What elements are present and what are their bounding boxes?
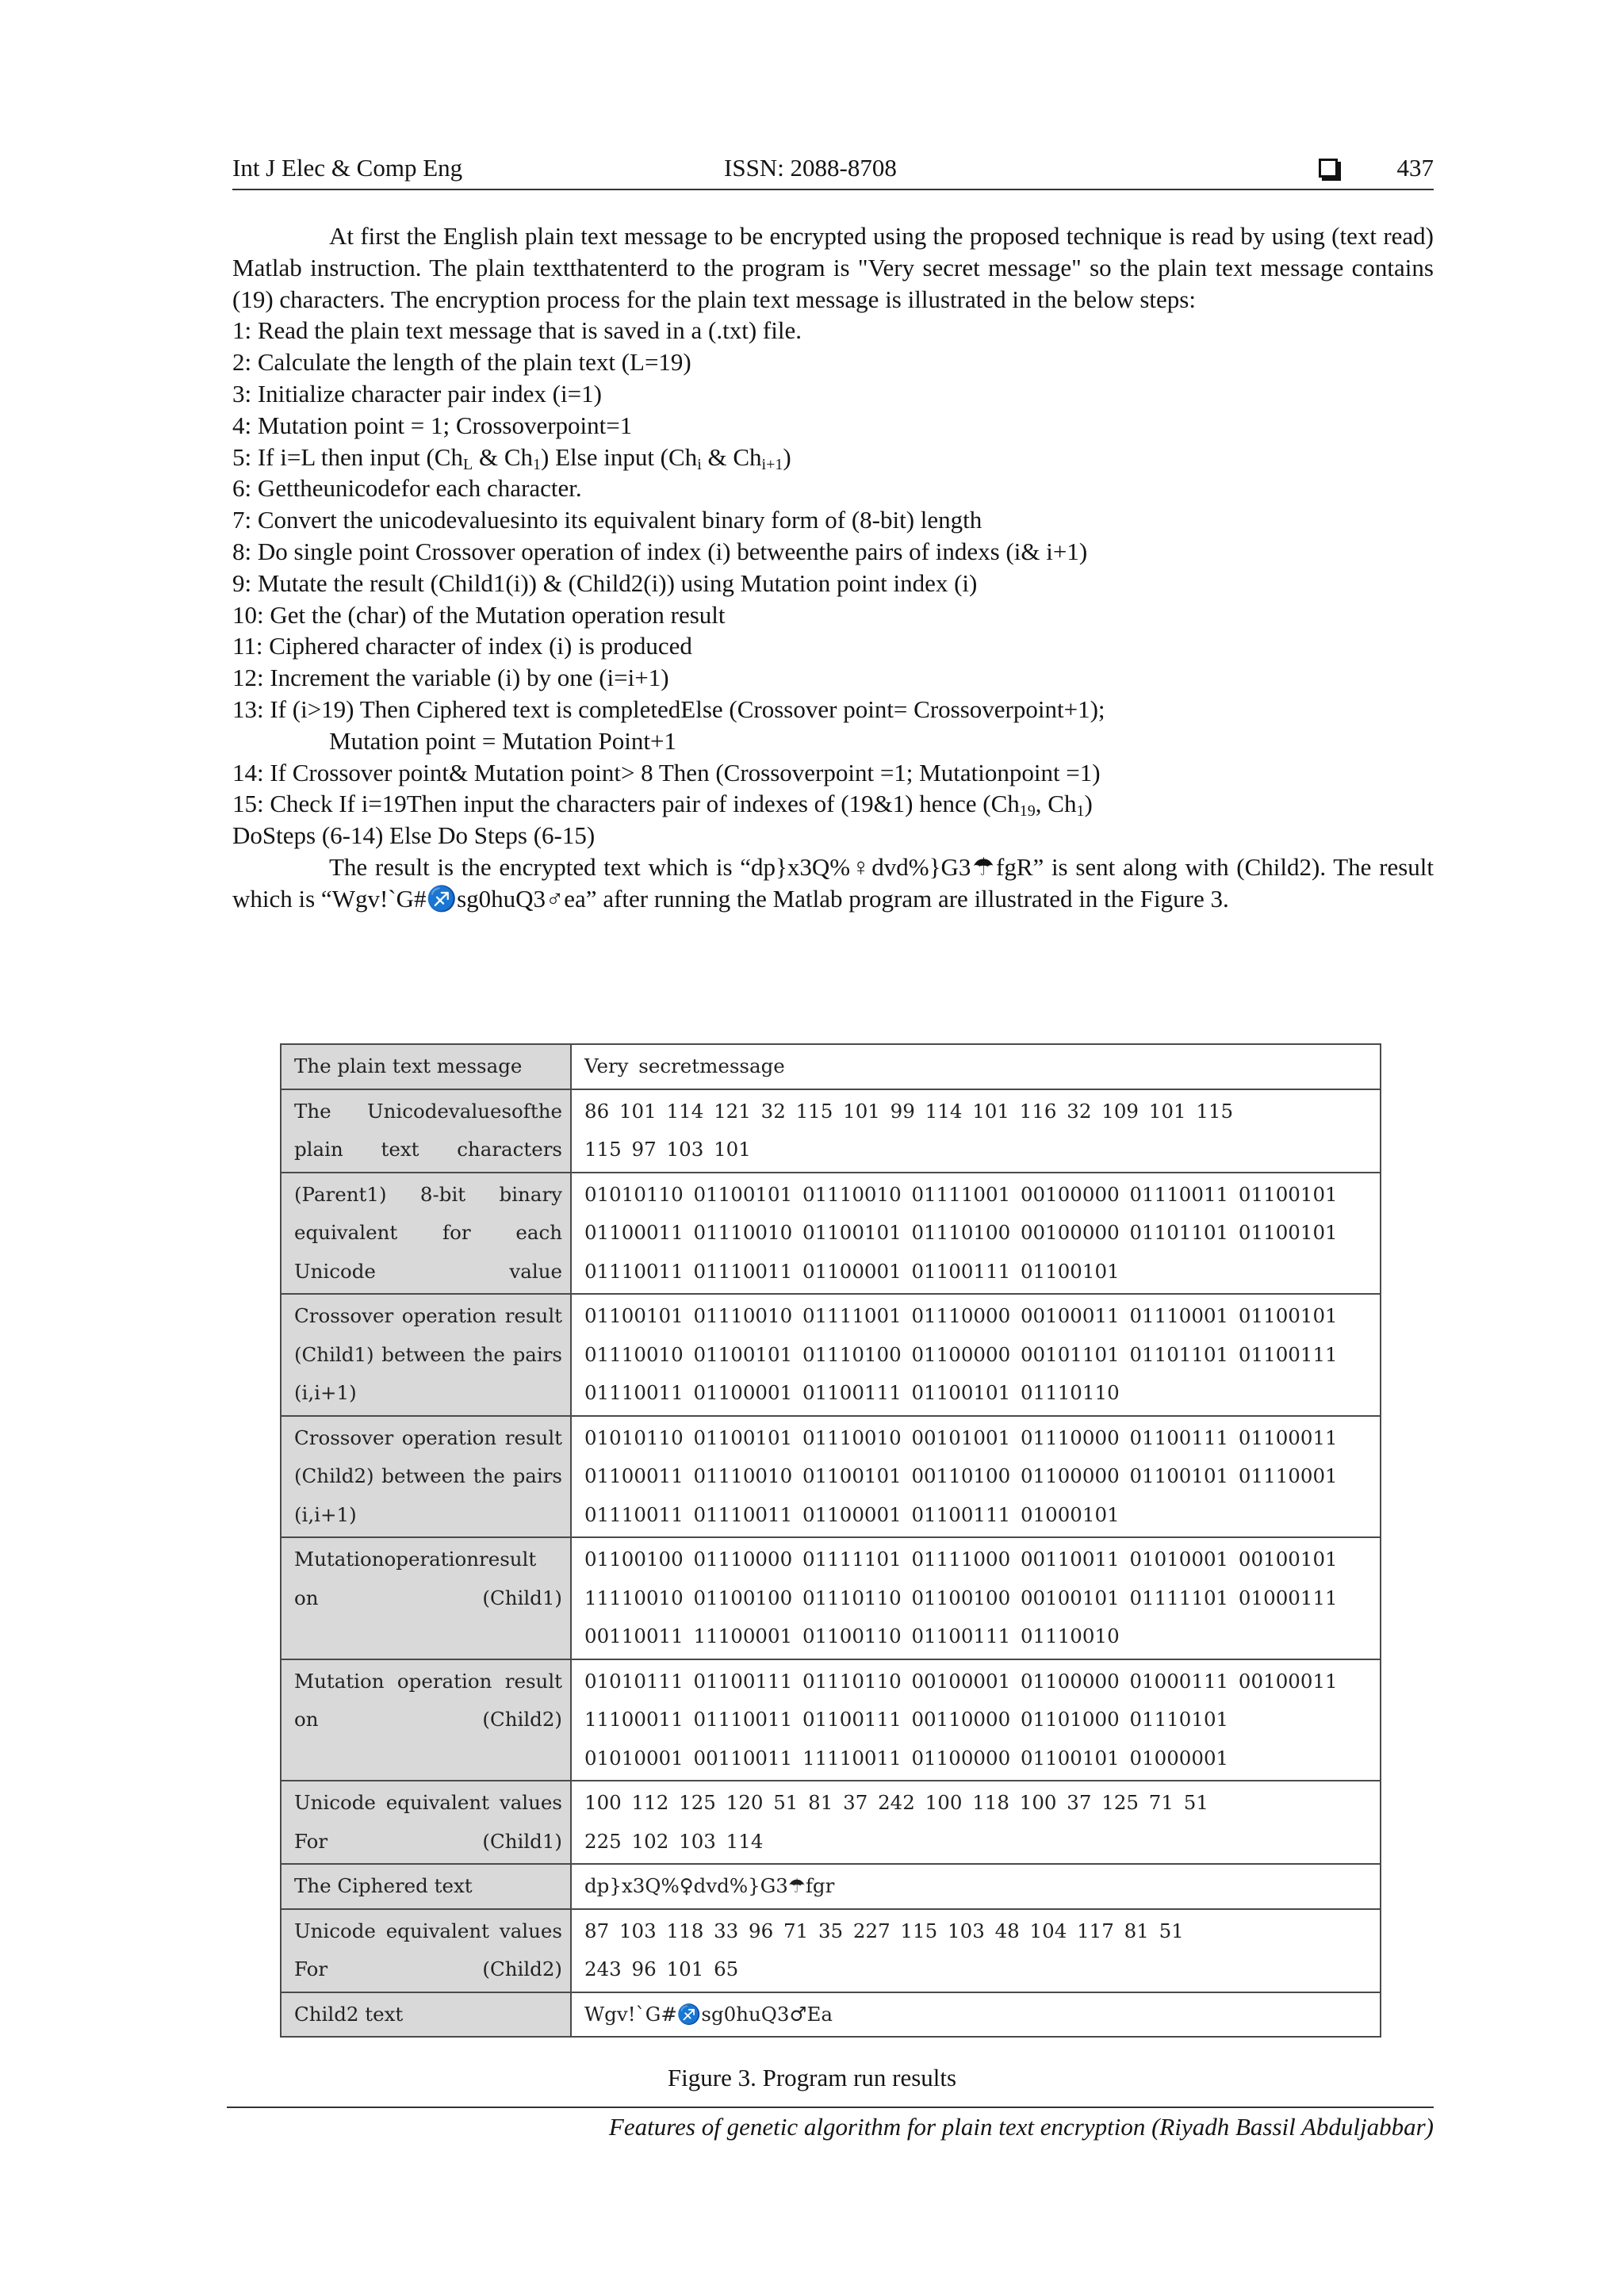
row-value <box>571 1864 1381 1909</box>
row-value <box>571 1294 1381 1416</box>
journal-name: Int J Elec & Comp Eng <box>232 154 463 182</box>
value-line: 01010110 01100101 01110010 00101001 01110000 01100111 01100011 <box>584 1425 1338 1449</box>
row-value <box>571 1781 1381 1864</box>
step-11: 11: Ciphered character of index (i) is produced <box>232 632 692 660</box>
table-row <box>281 1089 1381 1173</box>
row-label: The Unicodevaluesofthe plain text characters <box>281 1089 571 1173</box>
intro-paragraph: At first the English plain text message to be encrypted using the proposed technique is read by using (text read) Matlab instruction. The plain textthatenterd to the program is "Very secret message" so the plain text message contains (19) characters. The encryption process for the plain text message is illustrated in the below steps: <box>232 222 1434 313</box>
row-label: Child2 text <box>281 1992 571 2038</box>
table-row <box>281 1992 1381 2038</box>
footer-rule <box>227 2107 1434 2108</box>
value-line: 86 101 114 121 32 115 101 99 114 101 116 32 109 101 115 <box>584 1099 1234 1123</box>
table-row <box>281 1781 1381 1864</box>
value-line: 01100011 01110010 01100101 00110100 01100000 01100101 01110001 <box>584 1464 1338 1487</box>
value-line: 01100011 01110010 01100101 01110100 00100000 01101101 01100101 <box>584 1221 1338 1244</box>
page-number: 437 <box>1396 154 1434 182</box>
table-row <box>281 1044 1381 1089</box>
row-value <box>571 1909 1381 1992</box>
row-label: Mutation operation result on (Child2) <box>281 1659 571 1781</box>
step-2: 2: Calculate the length of the plain text (L=19) <box>232 348 691 377</box>
row-value <box>571 1992 1381 2038</box>
table-row <box>281 1659 1381 1781</box>
table-row <box>281 1909 1381 1992</box>
value-line: 01110011 01110011 01100001 01100111 01100101 <box>584 1259 1120 1283</box>
value-line: 01110011 01110011 01100001 01100111 01000101 <box>584 1502 1120 1526</box>
row-label: The Ciphered text <box>281 1864 571 1909</box>
value-line: 225 102 103 114 <box>584 1829 764 1853</box>
figure-3-table <box>280 1043 1381 2030</box>
value-line: 01110011 01100001 01100111 01100101 01110110 <box>584 1381 1120 1404</box>
step-3: 3: Initialize character pair index (i=1) <box>232 379 602 408</box>
value-line: 01100100 01110000 01111101 01111000 00110011 01010001 00100101 <box>584 1548 1338 1571</box>
value-line: Wgv!`G#♐sg0huQ3♂Ea <box>584 2002 833 2026</box>
footer-title: Features of genetic algorithm for plain text encryption (Riyadh Bassil Abduljabbar) <box>608 2113 1434 2141</box>
value-line: 00110011 11100001 01100110 01100111 01110010 <box>584 1624 1120 1647</box>
row-value <box>571 1416 1381 1538</box>
row-value <box>571 1659 1381 1781</box>
step-15: 15: Check If i=19Then input the characters pair of indexes of (19&1) hence ($Ch_{19}$, $Ch_1$) <box>232 790 1093 821</box>
row-value <box>571 1089 1381 1173</box>
row-label: Mutationoperationresult on (Child1) <box>281 1537 571 1659</box>
step-13-continued: Mutation point = Mutation Point+1 <box>329 726 676 755</box>
value-line: 01010001 00110011 11110011 01100000 01100101 01000001 <box>584 1746 1229 1770</box>
body-text <box>232 220 1434 915</box>
step-6: 6: Gettheunicodefor each character. <box>232 474 582 503</box>
row-label: (Parent1) 8-bit binary equivalent for each Unicode value <box>281 1173 571 1295</box>
results-table <box>280 1043 1381 2038</box>
row-value <box>571 1537 1381 1659</box>
square-bullet-icon <box>1319 159 1338 178</box>
step-9: 9: Mutate the result (Child1(i)) & (Child2(i)) using Mutation point index (i) <box>232 568 978 597</box>
value-line: 01010110 01100101 01110010 01111001 00100000 01110011 01100101 <box>584 1182 1338 1206</box>
issn: ISSN: 2088-8708 <box>724 154 897 182</box>
row-value <box>571 1173 1381 1295</box>
value-line: dp}x3Q%♀dvd%}G3☂fgr <box>584 1874 835 1897</box>
step-4: 4: Mutation point = 1; Crossoverpoint=1 <box>232 411 633 439</box>
step-10: 10: Get the (char) of the Mutation operation result <box>232 600 726 629</box>
step-12: 12: Increment the variable (i) by one (i=i+1) <box>232 664 669 692</box>
value-line: 100 112 125 120 51 81 37 242 100 118 100 37 125 71 51 <box>584 1791 1208 1814</box>
value-line: 11100011 01110011 01100111 00110000 01101000 01110101 <box>584 1708 1229 1731</box>
step-8: 8: Do single point Crossover operation of index (i) betweenthe pairs of indexs (i& i+1) <box>232 537 1088 565</box>
value-line: 01110010 01100101 01110100 01100000 00101101 01101101 01100111 <box>584 1342 1338 1366</box>
step-16: DoSteps (6-14) Else Do Steps (6-15) <box>232 821 596 850</box>
step-14: 14: If Crossover point& Mutation point> 8 Then (Crossoverpoint =1; Mutationpoint =1) <box>232 758 1101 786</box>
result-paragraph: The result is the encrypted text which is “dp}x3Q%♀dvd%}G3☂fgR” is sent along with (Child2). The result which is “Wgv!`G#♐sg0huQ3♂ea” after running the Matlab program are illustrated in the Figure 3. <box>232 852 1434 913</box>
step-13: 13: If (i>19) Then Ciphered text is completedElse (Crossover point= Crossoverpoint+1); <box>232 695 1105 723</box>
step-5: 5: If i=L then input ($Ch_L$ & $Ch_1$) Else input ($Ch_i$ & $Ch_{i+1}$) <box>232 442 791 473</box>
row-label: Unicode equivalent values For (Child2) <box>281 1909 571 1992</box>
table-row <box>281 1537 1381 1659</box>
value-line: 87 103 118 33 96 71 35 227 115 103 48 104 117 81 51 <box>584 1919 1184 1942</box>
value-line: 11110010 01100100 01110110 01100100 00100101 01111101 01000111 <box>584 1586 1338 1609</box>
value-line: 243 96 101 65 <box>584 1957 739 1980</box>
row-label: The plain text message <box>281 1044 571 1089</box>
row-label: Crossover operation result (Child2) between the pairs (i,i+1) <box>281 1416 571 1538</box>
figure-caption: Figure 3. Program run results <box>667 2064 957 2091</box>
table-row <box>281 1864 1381 1909</box>
step-7: 7: Convert the unicodevaluesinto its equivalent binary form of (8-bit) length <box>232 506 982 534</box>
table-row <box>281 1294 1381 1416</box>
value-line: Very secretmessage <box>584 1054 785 1077</box>
step-1: 1: Read the plain text message that is saved in a (.txt) file. <box>232 316 802 345</box>
row-value <box>571 1044 1381 1089</box>
table-row <box>281 1173 1381 1295</box>
value-line: 01010111 01100111 01110110 00100001 01100000 01000111 00100011 <box>584 1669 1338 1693</box>
value-line: 115 97 103 101 <box>584 1138 751 1161</box>
running-header <box>232 154 1434 190</box>
value-line: 01100101 01110010 01111001 01110000 00100011 01110001 01100101 <box>584 1304 1338 1327</box>
row-label: Crossover operation result (Child1) between the pairs (i,i+1) <box>281 1294 571 1416</box>
row-label: Unicode equivalent values For (Child1) <box>281 1781 571 1864</box>
table-row <box>281 1416 1381 1538</box>
